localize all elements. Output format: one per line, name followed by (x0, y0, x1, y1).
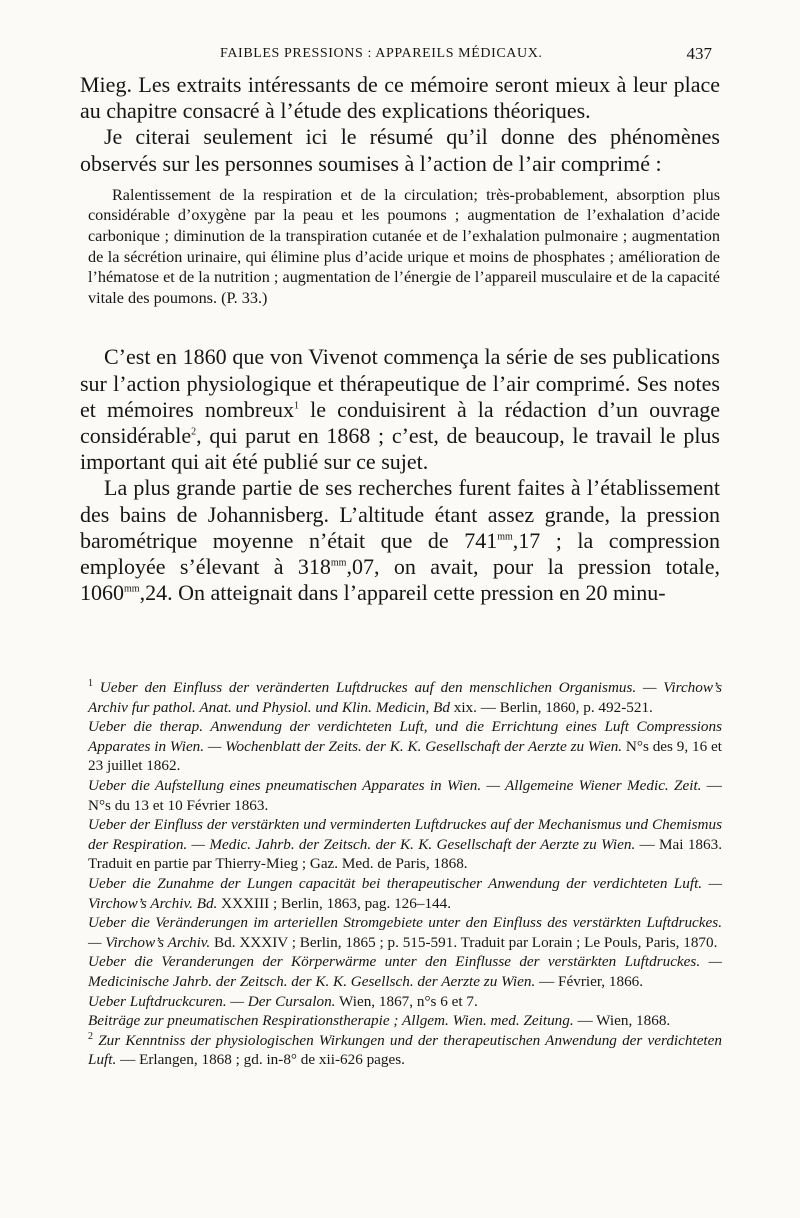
footnote-details: N°s des 9, 16 et 23 juillet 1862. (88, 737, 722, 775)
footnote-title: Ueber Luftdruckcuren. — Der Cursalon. (88, 992, 336, 1010)
unit-mm: mm (330, 557, 347, 569)
footnote (88, 815, 722, 874)
paragraph-continued: Mieg. Les extraits intéressants de ce mémoire seront mieux à leur place au chapitre consacré à l’étude des explications théoriques. (80, 72, 720, 124)
footnote (88, 776, 722, 815)
paragraph-summary-intro: Je citerai seulement ici le résumé qu’il donne des phénomènes observés sur les personnes soumises à l’action de l’air comprimé : (80, 124, 720, 176)
footnote (88, 874, 722, 913)
footnote-title: Ueber der Einfluss der verstärkten und verminderten Luftdruckes auf der Mechanismus und Chemismus der Respiration. — Medic. Jahrb. der Zeitsch. der K. K. Gesellschaft der Aerzte zu Wien. (88, 816, 722, 853)
text-run: La plus grande partie de ses recherches furent faites à l’établissement des bains de Johannisberg. L’altitude étant assez grande, la pression barométrique moyenne n’était que de 741 (80, 475, 720, 553)
footnote (88, 992, 722, 1012)
footnote-details: — Février, 1866. (535, 972, 644, 990)
section-gap (80, 308, 720, 344)
text-run: ,24. On atteignait dans l’appareil cette pression en 20 minu- (139, 580, 666, 606)
paragraph-johannisberg (80, 475, 720, 606)
text-run: ,17 ; la compression employée s’élevant à 318 (80, 527, 720, 579)
footnote-details: XXXIII ; Berlin, 1863, pag. 126–144. (217, 894, 452, 912)
footnote-mark: 1 (88, 677, 93, 689)
footnote-details: — Mai 1863. Traduit en partie par Thierry-Mieg ; Gaz. Med. de Paris, 1868. (88, 835, 723, 873)
text-run: le conduisirent à la rédaction d’un ouvrage considérable (80, 396, 720, 448)
footnote-title: Ueber die Aufstellung eines pneumatischen Apparates in Wien. — Allgemeine Wiener Medic. Zeit. (88, 776, 702, 794)
unit-mm: mm (497, 531, 513, 543)
footnote-details: — N°s du 13 et 10 Février 1863. (88, 776, 722, 814)
text-run: , qui parut en 1868 ; c’est, de beaucoup, le travail le plus important qui ait été publié sur ce sujet. (80, 422, 720, 475)
footnote-details: Wien, 1867, n°s 6 et 7. (335, 992, 478, 1010)
footnote-title: Beiträge zur pneumatischen Respirationstherapie ; Allgem. Wien. med. Zeitung. (88, 1012, 574, 1030)
footnotes (88, 678, 722, 1070)
footnote-details: — Wien, 1868. (573, 1012, 671, 1030)
footnote-ref-1: 1 (294, 400, 300, 412)
page-header (80, 44, 712, 68)
footnote (88, 913, 722, 952)
unit-mm: mm (124, 583, 140, 595)
text-run: C’est en 1860 que von Vivenot commença la série de ses publications sur l’action physiologique et thérapeutique de l’air comprimé. Ses notes et mémoires nombreux (80, 344, 720, 422)
footnote-details: Bd. XXXIV ; Berlin, 1865 ; p. 515-591. Traduit par Lorain ; Le Pouls, Paris, 1870. (210, 933, 718, 951)
footnote (88, 1031, 722, 1070)
paragraph-vivenot (80, 344, 720, 475)
footnote-details: xix. — Berlin, 1860, p. 492-521. (449, 698, 653, 716)
footnote-mark: 2 (88, 1030, 93, 1042)
footnote-title: Zur Kenntniss der physiologischen Wirkungen und der therapeutischen Anwendung der verdichteten Luft. (88, 1031, 722, 1069)
footnote (88, 952, 722, 991)
footnote (88, 717, 722, 776)
footnote-ref-2: 2 (191, 426, 197, 438)
footnote (88, 1011, 722, 1031)
footnote-title: Ueber die Zunahme der Lungen capacität bei therapeutischer Anwendung der verdichteten Luft. — Virchow’s Archiv. Bd. (88, 874, 722, 912)
footnote-title: Ueber den Einfluss der veränderten Luftdruckes auf den menschlichen Organismus. — Virchow’s Archiv fur pathol. Anat. und Physiol. und Klin. Medicin, Bd (88, 679, 723, 716)
page-number: 437 (686, 44, 712, 63)
running-title: FAIBLES PRESSIONS : APPAREILS MÉDICAUX. (220, 46, 543, 61)
footnote-title: Ueber die Veranderungen der Körperwärme unter den Einflusse der verstärkten Luftdruckes. — Medicinische Jahrb. der Zeitsch. der K. K. Gesellsch. der Aerzte zu Wien. (88, 953, 722, 990)
footnote (88, 678, 722, 717)
footnote-details: — Erlangen, 1868 ; gd. in-8° de xii-626 pages. (116, 1051, 405, 1069)
quoted-summary: Ralentissement de la respiration et de la circulation; très-probablement, absorption plus considérable d’oxygène par la peau et les poumons ; augmentation de l’exhalation d’acide carbonique ; diminution de la transpiration cutanée et de l’exhalation pulmonaire ; augmentation de la sécrétion urinaire, qui élimine plus d’acide urique et moins de phosphates ; amélioration de l’hématose et de la nutrition ; augmentation de l’énergie de l’appareil musculaire et de la capacité vitale des poumons. (P. 33.) (88, 185, 720, 307)
footnote-title: Ueber die Veränderungen im arteriellen Stromgebiete unter den Einfluss des verstärkten Luftdruckes. — Virchow’s Archiv. (88, 914, 722, 951)
main-text (80, 72, 720, 606)
footnote-title: Ueber die therap. Anwendung der verdichteten Luft, und die Errichtung eines Luft Compressions Apparates in Wien. — Wochenblatt der Zeits. der K. K. Gesellschaft der Aerzte zu Wien. (88, 718, 722, 755)
text-run: ,07, on avait, pour la pression totale, 1060 (80, 554, 720, 606)
